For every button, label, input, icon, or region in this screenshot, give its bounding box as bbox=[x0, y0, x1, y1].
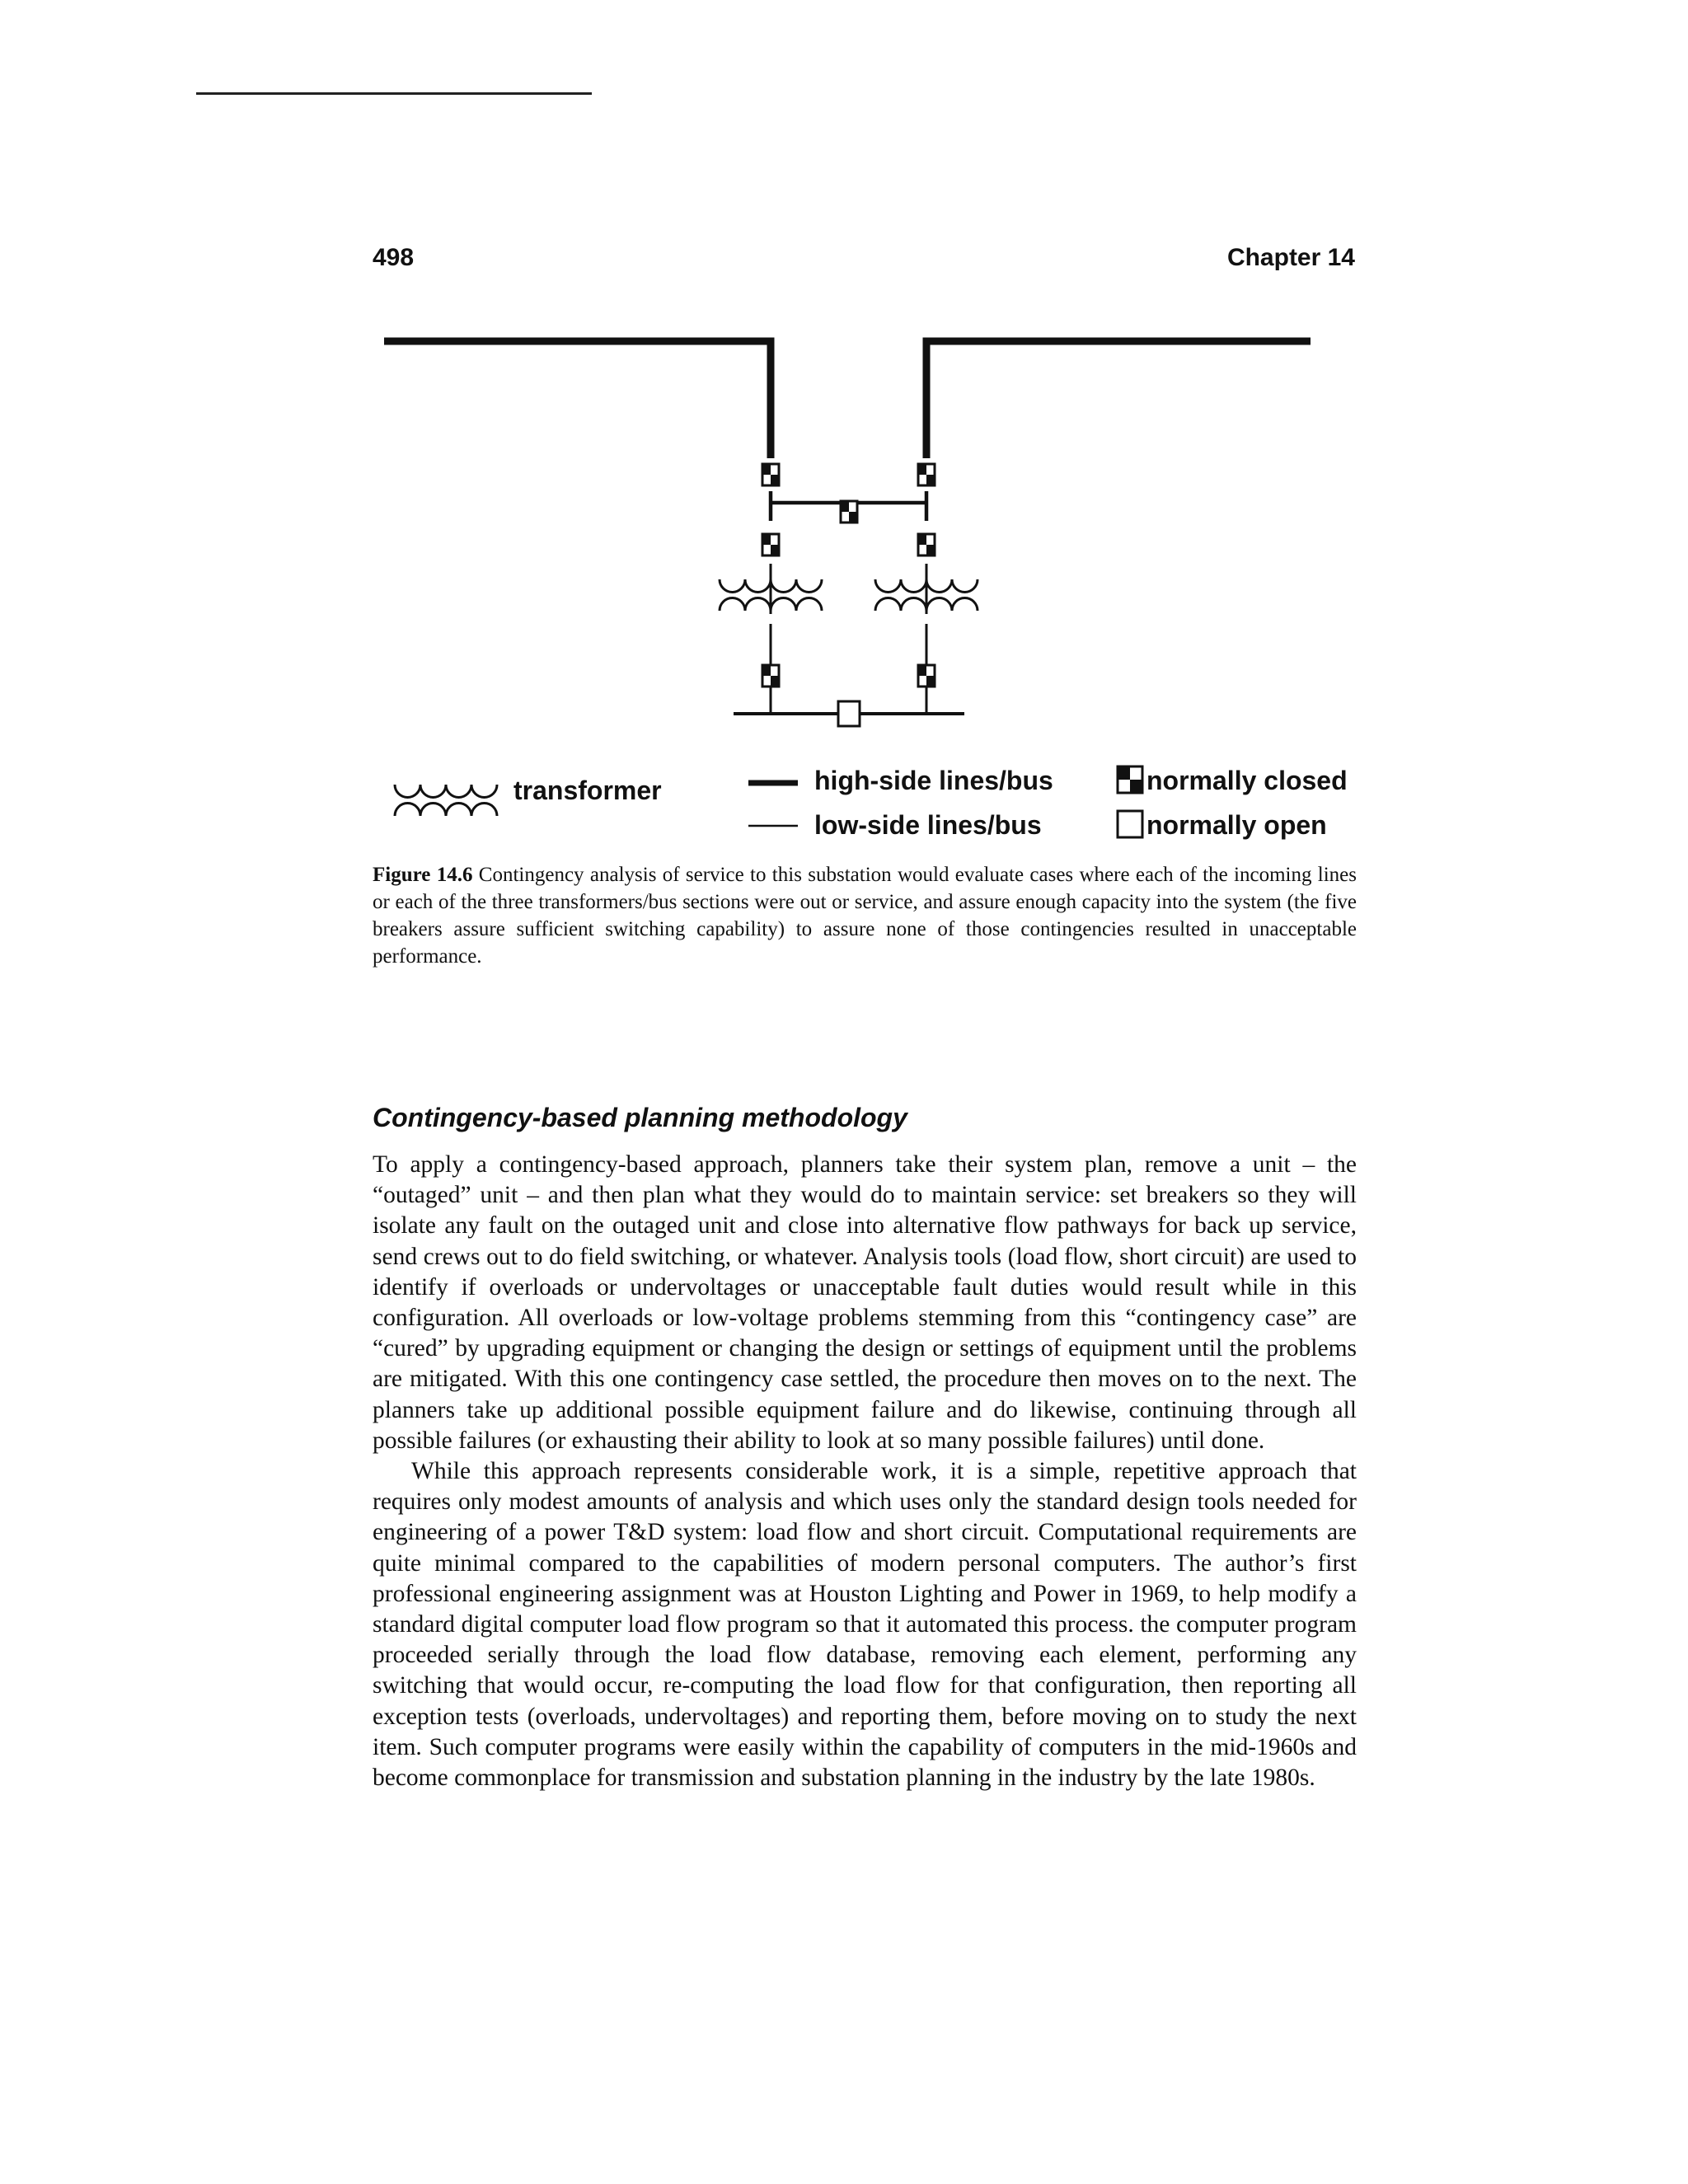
incoming-line-right bbox=[926, 341, 1311, 458]
page-number: 498 bbox=[373, 244, 415, 271]
legend-normally-closed-icon bbox=[1118, 766, 1142, 793]
figure-caption bbox=[373, 861, 1357, 970]
incoming-line-left bbox=[384, 341, 771, 458]
breaker-line-left bbox=[762, 464, 779, 485]
figure-caption-text: Contingency analysis of service to this substation would evaluate cases where each of the incoming lines or each of the three transformers/bus sections were out or service, and assure enough capacity into the system (the five breakers assure sufficient switching capability) to assure none of those contingencies resulted in unacceptable performance. bbox=[373, 864, 1357, 968]
paragraph-1: To apply a contingency-based approach, planners take their system plan, remove a unit – the “outaged” unit – and then plan what they would do to maintain service: set breakers so they will isolate any fault on the outaged unit and close into alternative flow pathways for back up service, send crews out to do field switching, or whatever. Analysis tools (load flow, short circuit) are used to identify if overloads or undervoltages or unacceptable fault duties would result while in this configuration. All overloads or low-voltage problems stemming from this “contingency case” are “cured” by upgrading equipment or changing the design or settings of equipment until the problems are mitigated. With this one contingency case settled, the procedure then moves on to the next. The planners take up additional possible equipment failure and do likewise, continuing through all possible failures (or exhausting their ability to look at so many possible failures) until done. bbox=[373, 1151, 1357, 1454]
breaker-low-tie-open bbox=[838, 701, 860, 726]
breaker-high-tie bbox=[841, 501, 857, 523]
breaker-xfmr-left-low bbox=[762, 665, 779, 687]
substation-one-line-diagram bbox=[0, 0, 1688, 857]
legend-high-side-label: high-side lines/bus bbox=[814, 766, 1053, 795]
legend-normally-open-icon bbox=[1118, 811, 1142, 837]
running-head: Chapter 14 bbox=[1226, 244, 1355, 271]
figure-caption-label: Figure 14.6 bbox=[373, 864, 473, 886]
legend-low-side-label: low-side lines/bus bbox=[814, 810, 1042, 840]
legend-transformer-label: transformer bbox=[513, 776, 662, 805]
body-text bbox=[373, 1150, 1357, 1793]
paragraph-2: While this approach represents considerable work, it is a simple, repetitive approach that requires only modest amounts of analysis and which uses only the standard design tools needed for engineering of a power T&D system: load flow and short circuit. Computational requirements are quite minimal compared to the capabilities of modern personal computers. The author’s first professional engineering assignment was at Houston Lighting and Power in 1969, to help modify a standard digital computer load flow program so that it automated this process. the computer program proceeded serially through the load flow database, removing each element, performing any switching that would occur, re-computing the load flow for that configuration, then reporting all exception tests (overloads, undervoltages) and reporting them, before moving on to study the next item. Such computer programs were easily within the capability of computers in the mid-1960s and become commonplace for transmission and substation planning in the industry by the late 1980s. bbox=[373, 1458, 1357, 1792]
breaker-xfmr-right-low bbox=[918, 665, 935, 687]
section-heading: Contingency-based planning methodology bbox=[373, 1103, 907, 1132]
legend-transformer-icon bbox=[395, 785, 497, 816]
legend-normally-closed-label: normally closed bbox=[1146, 766, 1348, 795]
breaker-line-right bbox=[918, 464, 935, 485]
breaker-xfmr-left-high bbox=[762, 534, 779, 555]
legend-normally-open-label: normally open bbox=[1146, 810, 1327, 840]
breaker-xfmr-right-high bbox=[918, 534, 935, 555]
